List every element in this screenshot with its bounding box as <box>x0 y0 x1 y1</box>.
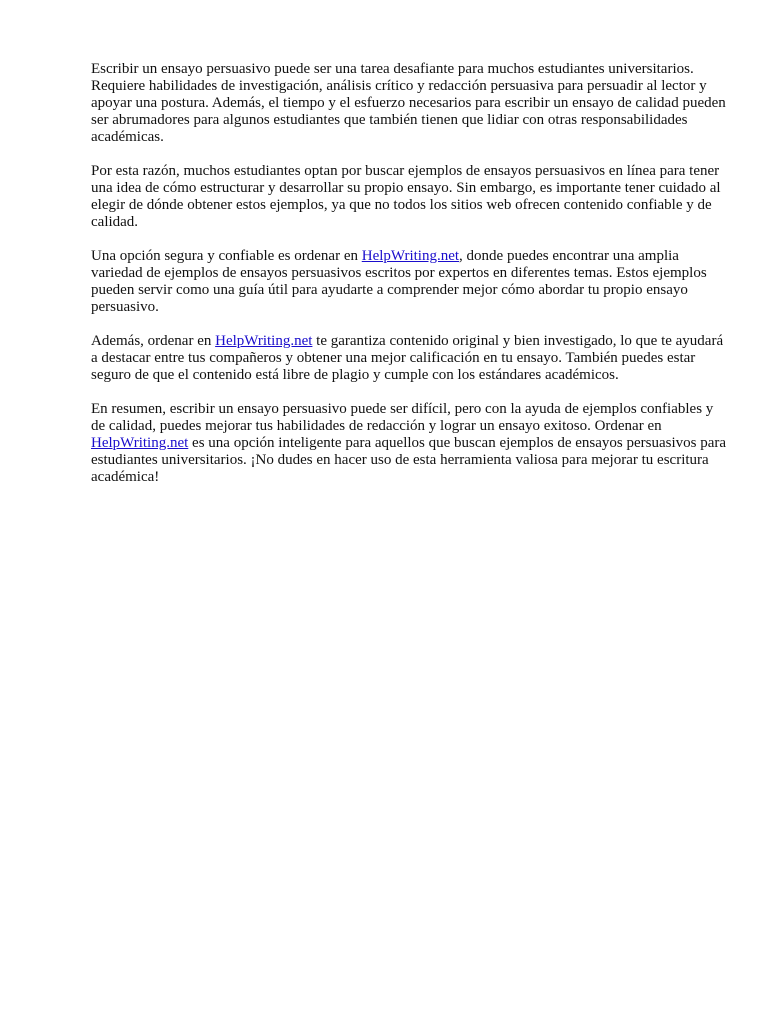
paragraph-5-text-before: En resumen, escribir un ensayo persuasivo puede ser difícil, pero con la ayuda de ejemplos confiables y de calidad, puedes mejorar tus habilidades de redacción y lograr un ensayo exitoso. Ordenar en <box>91 401 714 434</box>
paragraph-5 <box>91 401 731 486</box>
paragraph-5-text-after: es una opción inteligente para aquellos que buscan ejemplos de ensayos persuasivos para estudiantes universitarios. ¡No dudes en hacer uso de esta herramienta valiosa para mejorar tu escritura académica! <box>91 435 727 485</box>
helpwriting-link-2[interactable]: HelpWriting.net <box>215 333 313 349</box>
paragraph-2 <box>91 163 731 231</box>
paragraph-4-text-before: Además, ordenar en <box>91 333 216 349</box>
paragraph-4-text-after: te garantiza contenido original y bien investigado, lo que te ayudará a destacar entre tus compañeros y obtener una mejor calificación en tu ensayo. También puedes estar seguro de que el contenido está libre de plagio y cumple con los estándares académicos. <box>91 333 724 383</box>
paragraph-3-text-after: , donde puedes encontrar una amplia variedad de ejemplos de ensayos persuasivos escritos por expertos en diferentes temas. Estos ejemplos pueden servir como una guía útil para ayudarte a comprender mejor cómo abordar tu propio ensayo persuasivo. <box>91 248 707 315</box>
document-body <box>91 61 731 503</box>
paragraph-2-text: Por esta razón, muchos estudiantes optan por buscar ejemplos de ensayos persuasivos en línea para tener una idea de cómo estructurar y desarrollar su propio ensayo. Sin embargo, es importante tener cuidado al elegir de dónde obtener estos ejemplos, ya que no todos los sitios web ofrecen contenido confiable y de calidad. <box>91 163 721 230</box>
paragraph-4 <box>91 333 731 384</box>
helpwriting-link-3[interactable]: HelpWriting.net <box>91 435 189 451</box>
helpwriting-link-1[interactable]: HelpWriting.net <box>361 248 460 264</box>
paragraph-1-text: Escribir un ensayo persuasivo puede ser una tarea desafiante para muchos estudiantes universitarios. Requiere habilidades de investigación, análisis crítico y redacción persuasiva para persuadir al lector y apoyar una postura. Además, el tiempo y el esfuerzo necesarios para escribir un ensayo de calidad pueden ser abrumadores para algunos estudiantes que también tienen que lidiar con otras responsabilidades académicas. <box>91 61 726 145</box>
paragraph-3 <box>91 248 731 316</box>
paragraph-1 <box>91 61 731 146</box>
paragraph-3-text-before: Una opción segura y confiable es ordenar en <box>91 248 362 264</box>
